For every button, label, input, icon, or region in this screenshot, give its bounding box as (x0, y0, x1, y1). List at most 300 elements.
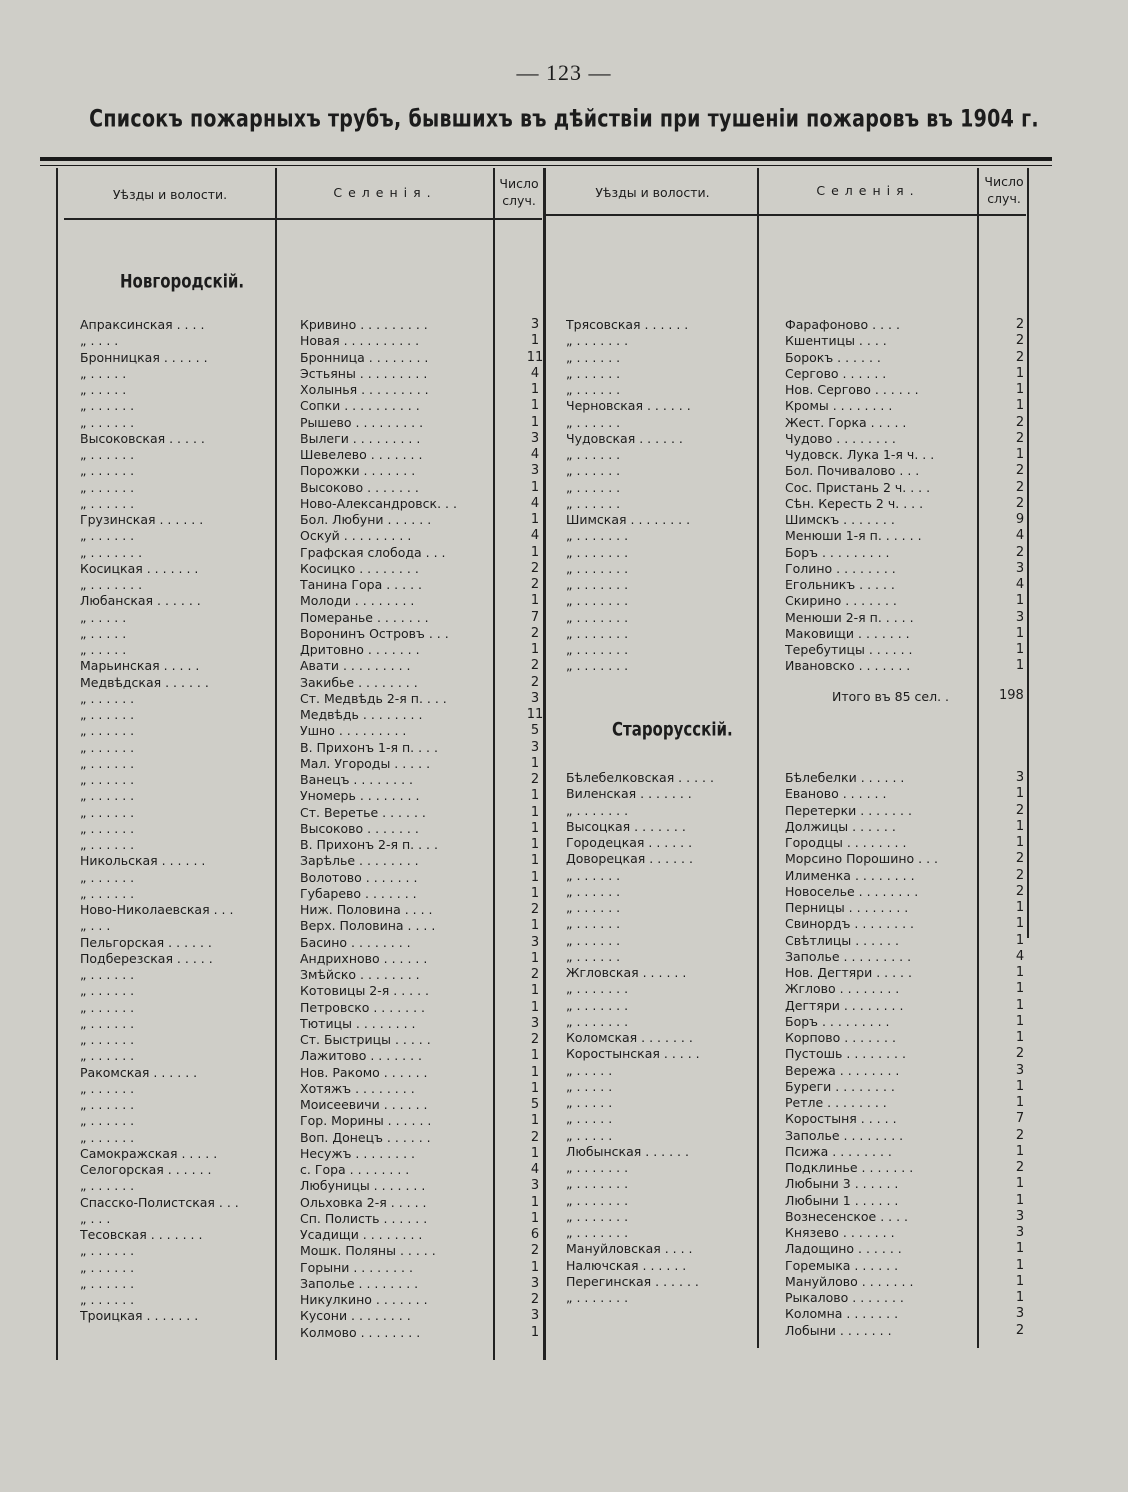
top-rule-thin (40, 165, 1052, 166)
count-cell: 2 (1015, 463, 1025, 479)
volost-cell: „ . . . . . . (80, 885, 135, 901)
village-cell: Ст. Медвѣдь 2-я п. . . . (300, 690, 447, 706)
right-top-village-column (785, 317, 975, 675)
count-cell: 1 (1015, 1257, 1025, 1273)
county-heading-staraya-russa: Старорусскiй. (612, 717, 733, 741)
volost-cell: Трясовская . . . . . . (566, 317, 689, 332)
volost-cell: Ново-Николаевская . . . (80, 902, 234, 917)
village-cell: Бол. Любуни . . . . . . (300, 512, 432, 527)
count-cell: 1 (530, 382, 540, 397)
left-volost-column (80, 317, 272, 1325)
village-cell: Свинордъ . . . . . . . . (785, 916, 915, 932)
village-cell: Петровско . . . . . . . (300, 999, 426, 1015)
village-cell: Эстьяны . . . . . . . . . (300, 365, 428, 381)
volost-cell: „ . . . . . . (566, 900, 621, 915)
count-cell: 4 (530, 495, 540, 511)
count-cell: 1 (1015, 1013, 1025, 1029)
volost-cell: Мануйловская . . . . (566, 1241, 693, 1257)
volost-cell: „ . . . . . . (566, 365, 621, 381)
count-cell: 2 (530, 658, 540, 674)
village-cell: Кусони . . . . . . . . (300, 1308, 411, 1324)
count-cell: 1 (1015, 382, 1025, 397)
village-cell: Сергово . . . . . . (785, 365, 887, 381)
volost-cell: Бронницкая . . . . . . (80, 349, 208, 365)
count-cell: 5 (530, 723, 540, 739)
village-cell: Должицы . . . . . . (785, 818, 896, 834)
volost-cell: „ . . . . . . (80, 820, 135, 836)
village-cell: Высоково . . . . . . . (300, 479, 419, 495)
volost-cell: Грузинская . . . . . . (80, 512, 204, 527)
count-cell: 2 (530, 1243, 540, 1259)
volost-cell: Высоковская . . . . . (80, 430, 205, 446)
village-cell: Воронинъ Островъ . . . (300, 625, 449, 641)
volost-cell: „ . . . . . . . (566, 642, 629, 657)
volost-cell: „ . . . . . . . (566, 1225, 629, 1240)
village-cell: Боръ . . . . . . . . . (785, 1013, 890, 1029)
village-cell: Перницы . . . . . . . . (785, 900, 909, 915)
village-cell: Тютицы . . . . . . . . (300, 1015, 416, 1031)
count-cell: 1 (530, 398, 540, 414)
volost-cell: „ . . . . . . (80, 1259, 135, 1275)
count-cell: 3 (1015, 1225, 1025, 1240)
volost-cell: „ . . . . . . . (80, 577, 143, 592)
column-divider (275, 168, 277, 1360)
count-cell: 1 (530, 512, 540, 527)
volost-cell: „ . . . . . . . (566, 560, 629, 576)
count-cell: 1 (530, 1210, 540, 1226)
header-rule (546, 214, 1026, 216)
village-cell: Дритовно . . . . . . . (300, 642, 420, 657)
village-cell: Рышево . . . . . . . . . (300, 414, 424, 430)
volost-cell: Косицкая . . . . . . . (80, 560, 199, 576)
village-cell: Скирино . . . . . . . (785, 593, 897, 609)
count-cell: 2 (1015, 802, 1025, 818)
count-cell: 2 (1015, 544, 1025, 560)
village-cell: Маковищи . . . . . . . (785, 625, 910, 641)
village-cell: Мануйлово . . . . . . . (785, 1273, 914, 1289)
left-village-column (300, 317, 490, 1341)
count-cell: 1 (530, 755, 540, 771)
village-cell: Новоселье . . . . . . . . (785, 883, 919, 899)
village-cell: Сп. Полисть . . . . . . (300, 1210, 428, 1226)
village-cell: Зарѣлье . . . . . . . . (300, 853, 419, 869)
village-cell: Фарафоново . . . . (785, 317, 900, 332)
volost-cell: „ . . . . . . (80, 804, 135, 820)
count-cell: 2 (1015, 495, 1025, 511)
volost-cell: Высоцкая . . . . . . . (566, 818, 686, 834)
village-cell: Колмово . . . . . . . . (300, 1324, 421, 1340)
top-rule-thick (40, 157, 1052, 161)
count-cell: 1 (1015, 1192, 1025, 1208)
village-cell: Нов. Дегтяри . . . . . (785, 965, 912, 980)
count-cell: 2 (1015, 867, 1025, 883)
volost-cell: Селогорская . . . . . . (80, 1162, 212, 1177)
count-cell: 2 (1015, 1127, 1025, 1143)
village-cell: Ниж. Половина . . . . (300, 902, 433, 917)
volost-cell: „ . . . . . (566, 1111, 613, 1127)
village-cell: Змѣйско . . . . . . . . (300, 967, 420, 982)
volost-cell: „ . . . . . . (80, 463, 135, 479)
header-volost-left: Уѣзды и волости. (112, 187, 228, 202)
count-cell: 1 (530, 853, 540, 869)
count-cell: 2 (1015, 883, 1025, 899)
count-cell: 3 (530, 463, 540, 479)
count-cell: 1 (530, 1259, 540, 1275)
count-cell: 1 (1015, 447, 1025, 462)
village-cell: Вережа . . . . . . . . (785, 1062, 900, 1078)
volost-cell: „ . . . . . . . (80, 544, 143, 560)
volost-cell: „ . . . . . . . (566, 1192, 629, 1208)
village-cell: Мал. Угороды . . . . . (300, 755, 431, 771)
count-cell: 1 (530, 1048, 540, 1064)
column-divider (977, 168, 979, 1348)
volost-cell: Коростынская . . . . . (566, 1046, 700, 1062)
volost-cell: „ . . . . . . (80, 772, 135, 787)
village-cell: Любыни 3 . . . . . . (785, 1176, 899, 1192)
volost-cell: „ . . . . . . (566, 447, 621, 462)
total-value: 198 (999, 688, 1024, 703)
volost-cell: „ . . . . . (566, 1078, 613, 1094)
village-cell: Перетерки . . . . . . . (785, 802, 912, 818)
volost-cell: „ . . . . . . (80, 528, 135, 544)
count-cell: 1 (530, 788, 540, 804)
header-count-line1: Число (499, 176, 539, 191)
volost-cell: „ . . . . . . . (566, 1013, 629, 1029)
volost-cell: „ . . . . . . (80, 398, 135, 414)
volost-cell: „ . . . . . (566, 1062, 613, 1078)
count-cell: 1 (1015, 965, 1025, 980)
village-cell: Лобыни . . . . . . . (785, 1322, 892, 1338)
village-cell: Графская слобода . . . (300, 544, 446, 560)
village-cell: Менюши 1-я п. . . . . . (785, 528, 922, 544)
count-cell: 2 (530, 772, 540, 787)
volost-cell: Перегинская . . . . . . (566, 1273, 699, 1289)
village-cell: Пустошь . . . . . . . . (785, 1046, 906, 1062)
village-cell: Сопки . . . . . . . . . . (300, 398, 420, 414)
volost-cell: „ . . . . . . . (566, 625, 629, 641)
header-village-right: Селенiя. (816, 183, 920, 198)
volost-cell: Апраксинская . . . . (80, 317, 205, 332)
village-cell: Андрихново . . . . . . (300, 950, 428, 966)
village-cell: Шимскъ . . . . . . . (785, 512, 895, 527)
village-cell: В. Прихонъ 1-я п. . . . (300, 739, 438, 755)
village-cell: Бѣлебелки . . . . . . (785, 770, 905, 785)
village-cell: Теребутицы . . . . . . (785, 642, 913, 657)
volost-cell: „ . . . . . . . (566, 544, 629, 560)
count-cell: 4 (530, 365, 540, 381)
count-cell: 2 (1015, 851, 1025, 867)
village-cell: с. Гора . . . . . . . . (300, 1162, 410, 1177)
count-cell: 3 (1015, 609, 1025, 625)
volost-cell: Городецкая . . . . . . (566, 835, 693, 850)
volost-cell: „ . . . . . . . (566, 981, 629, 997)
volost-cell: „ . . . . . . (566, 932, 621, 948)
count-cell: 1 (1015, 398, 1025, 414)
count-cell: 1 (1015, 1143, 1025, 1159)
village-cell: Заполье . . . . . . . . (300, 1275, 419, 1291)
count-cell: 1 (530, 837, 540, 852)
village-cell: Бронница . . . . . . . . (300, 349, 429, 365)
header-count-left (495, 175, 543, 209)
count-cell: 1 (1015, 981, 1025, 997)
count-cell: 1 (1015, 1095, 1025, 1110)
village-cell: Псижа . . . . . . . . (785, 1143, 892, 1159)
count-cell: 1 (530, 1064, 540, 1080)
village-cell: Ольховка 2-я . . . . . (300, 1194, 427, 1210)
count-cell: 2 (530, 967, 540, 982)
village-cell: Котовицы 2-я . . . . . (300, 983, 430, 999)
header-count-line1: Число (984, 174, 1024, 189)
village-cell: Коломна . . . . . . . (785, 1306, 899, 1322)
volost-cell: „ . . . . . (80, 365, 127, 381)
right-bottom-volost-column (566, 770, 756, 1306)
count-cell: 2 (530, 577, 540, 592)
village-cell: Горемыка . . . . . . (785, 1257, 899, 1273)
count-cell: 2 (530, 674, 540, 690)
village-cell: Нов. Ракомо . . . . . . (300, 1064, 428, 1080)
count-cell: 1 (1015, 1078, 1025, 1094)
count-cell: 1 (1015, 900, 1025, 915)
village-cell: Заполье . . . . . . . . . (785, 948, 912, 964)
village-cell: Бол. Почивалово . . . (785, 463, 920, 479)
volost-cell: „ . . . . . (80, 609, 127, 625)
volost-cell: „ . . . . . . (80, 837, 135, 852)
volost-cell: „ . . . . . . (566, 867, 621, 883)
count-cell: 3 (530, 739, 540, 755)
village-cell: Померанье . . . . . . . (300, 609, 429, 625)
count-cell: 3 (1015, 560, 1025, 576)
count-cell: 1 (530, 1194, 540, 1210)
volost-cell: „ . . . . . . (566, 883, 621, 899)
volost-cell: „ . . . . . . (80, 1097, 135, 1112)
count-cell: 2 (530, 1032, 540, 1047)
volost-cell: Бѣлебелковская . . . . . (566, 770, 714, 785)
village-cell: Верх. Половина . . . . (300, 918, 436, 934)
village-cell: Кривино . . . . . . . . . (300, 317, 428, 332)
village-cell: Егольникъ . . . . . (785, 577, 895, 592)
volost-cell: „ . . . (80, 918, 111, 934)
count-cell: 1 (530, 983, 540, 999)
volost-cell: Черновская . . . . . . (566, 398, 691, 414)
count-cell: 3 (530, 690, 540, 706)
count-cell: 7 (530, 609, 540, 625)
volost-cell: Медвѣдская . . . . . . (80, 674, 209, 690)
volost-cell: „ . . . . . . . (566, 1290, 629, 1305)
volost-cell: „ . . . . . . . (566, 658, 629, 674)
column-divider (757, 168, 759, 1348)
volost-cell: Виленская . . . . . . . (566, 786, 692, 802)
count-cell: 1 (1015, 365, 1025, 381)
volost-cell: „ . . . . . (80, 642, 127, 657)
village-cell: Менюши 2-я п. . . . . (785, 609, 914, 625)
count-cell: 3 (1015, 770, 1025, 785)
volost-cell: „ . . . . . . (566, 414, 621, 430)
count-cell: 5 (530, 1097, 540, 1112)
village-cell: Сѣн. Кересть 2 ч. . . . (785, 495, 924, 511)
village-cell: Дегтяри . . . . . . . . (785, 997, 904, 1013)
village-cell: Косицко . . . . . . . . (300, 560, 419, 576)
volost-cell: „ . . . . . . . (566, 1176, 629, 1192)
village-cell: Заполье . . . . . . . . (785, 1127, 904, 1143)
volost-cell: Пельгорская . . . . . . (80, 934, 212, 950)
village-cell: Губарево . . . . . . . (300, 885, 417, 901)
volost-cell: „ . . . . . . . (566, 593, 629, 609)
volost-cell: „ . . . . . . (80, 869, 135, 885)
count-cell: 2 (1015, 1046, 1025, 1062)
right-bottom-count-column (1000, 770, 1040, 1339)
village-cell: Кромы . . . . . . . . (785, 398, 893, 414)
volost-cell: Самокражская . . . . . (80, 1145, 218, 1161)
volost-cell: „ . . . . . . (80, 1178, 135, 1194)
count-cell: 1 (1015, 642, 1025, 657)
count-cell: 2 (530, 902, 540, 917)
volost-cell: Тесовская . . . . . . . (80, 1227, 203, 1242)
village-cell: Воп. Донецъ . . . . . . (300, 1129, 431, 1145)
volost-cell: „ . . . . . . . (566, 609, 629, 625)
village-cell: Порожки . . . . . . . (300, 463, 416, 479)
village-cell: Ст. Быстрицы . . . . . (300, 1032, 431, 1047)
village-cell: Мошк. Поляны . . . . . (300, 1243, 436, 1259)
count-cell: 3 (530, 1308, 540, 1324)
village-cell: Вознесенское . . . . (785, 1208, 909, 1224)
village-cell: Авати . . . . . . . . . (300, 658, 411, 674)
right-top-count-column (1000, 317, 1040, 675)
village-cell: Коростыня . . . . . (785, 1111, 897, 1127)
village-cell: Лажитово . . . . . . . (300, 1048, 423, 1064)
village-cell: Холынья . . . . . . . . . (300, 382, 429, 397)
volost-cell: „ . . . . . (566, 1127, 613, 1143)
volost-cell: „ . . . . . . (80, 1292, 135, 1307)
village-cell: Несужъ . . . . . . . . (300, 1145, 416, 1161)
village-cell: Вылеги . . . . . . . . . (300, 430, 421, 446)
village-cell: Высоково . . . . . . . (300, 820, 419, 836)
volost-cell: Любанская . . . . . . (80, 593, 201, 609)
volost-cell: „ . . . . . (80, 382, 127, 397)
village-cell: Шевелево . . . . . . . (300, 447, 423, 462)
volost-cell: „ . . . . . . (80, 1113, 135, 1129)
count-cell: 3 (530, 1275, 540, 1291)
village-cell: Илименка . . . . . . . . (785, 867, 915, 883)
count-cell: 1 (530, 885, 540, 901)
count-cell: 4 (1015, 948, 1025, 964)
volost-cell: „ . . . . . . . (566, 1160, 629, 1175)
count-cell: 1 (1015, 786, 1025, 802)
volost-cell: „ . . . . . . (80, 967, 135, 982)
count-cell: 1 (1015, 1030, 1025, 1045)
count-cell: 1 (1015, 1241, 1025, 1257)
village-cell: Любыни 1 . . . . . . (785, 1192, 899, 1208)
volost-cell: „ . . . (80, 1210, 111, 1226)
village-cell: Нов. Сергово . . . . . . (785, 382, 919, 397)
volost-cell: Спасско-Полистская . . . (80, 1194, 239, 1210)
count-cell: 1 (530, 333, 540, 349)
volost-cell: „ . . . . . . . (566, 1208, 629, 1224)
volost-cell: „ . . . . . . (80, 690, 135, 706)
village-cell: Гор. Морины . . . . . . (300, 1113, 432, 1129)
count-cell: 1 (530, 999, 540, 1015)
table-border-left (56, 168, 58, 1360)
header-volost-right: Уѣзды и волости. (595, 185, 710, 200)
count-cell: 3 (530, 934, 540, 950)
volost-cell: Налючская . . . . . . (566, 1257, 687, 1273)
village-cell: Ванецъ . . . . . . . . (300, 772, 414, 787)
count-cell: 1 (530, 1324, 540, 1340)
count-cell: 1 (1015, 625, 1025, 641)
volost-cell: „ . . . . . . (566, 495, 621, 511)
village-cell: Оскуй . . . . . . . . . (300, 528, 412, 544)
count-cell: 2 (530, 625, 540, 641)
village-cell: Князево . . . . . . . (785, 1225, 895, 1240)
total-label: Итого въ 85 сел. . (832, 689, 949, 704)
village-cell: Любуницы . . . . . . . (300, 1178, 426, 1194)
count-cell: 1 (530, 950, 540, 966)
right-bottom-village-column (785, 770, 975, 1339)
volost-cell: „ . . . . . . (80, 999, 135, 1015)
volost-cell: „ . . . . . . (80, 788, 135, 804)
village-cell: Городцы . . . . . . . . (785, 835, 907, 850)
volost-cell: „ . . . . . . (80, 1032, 135, 1047)
count-cell: 4 (1015, 528, 1025, 544)
volost-cell: „ . . . . . (80, 625, 127, 641)
volost-cell: Марьинская . . . . . (80, 658, 200, 674)
right-top-volost-column (566, 317, 756, 675)
header-village-left: Селенiя. (333, 185, 437, 200)
count-cell: 3 (1015, 1062, 1025, 1078)
count-cell: 1 (1015, 932, 1025, 948)
count-cell: 4 (1015, 577, 1025, 592)
village-cell: Морсино Порошино . . . (785, 851, 939, 867)
count-cell: 1 (530, 593, 540, 609)
volost-cell: Чудовская . . . . . . (566, 430, 683, 446)
village-cell: Еваново . . . . . . (785, 786, 887, 802)
count-cell: 11 (526, 707, 544, 722)
village-cell: Буреги . . . . . . . . (785, 1078, 895, 1094)
count-cell: 2 (1015, 349, 1025, 365)
count-cell: 9 (1015, 512, 1025, 527)
village-cell: Боръ . . . . . . . . . (785, 544, 890, 560)
count-cell: 1 (1015, 1176, 1025, 1192)
village-cell: Рыкалово . . . . . . . (785, 1290, 904, 1305)
volost-cell: Подберезская . . . . . (80, 950, 213, 966)
village-cell: Свѣтлицы . . . . . . (785, 932, 899, 948)
volost-cell: Коломская . . . . . . . (566, 1030, 693, 1045)
count-cell: 1 (530, 1080, 540, 1096)
count-cell: 3 (530, 1015, 540, 1031)
volost-cell: Любынская . . . . . . (566, 1143, 689, 1159)
count-cell: 2 (1015, 1322, 1025, 1338)
village-cell: Сос. Пристань 2 ч. . . . (785, 479, 931, 495)
volost-cell: „ . . . . . . . (566, 802, 629, 818)
volost-cell: Ракомская . . . . . . (80, 1064, 198, 1080)
volost-cell: Никольская . . . . . . (80, 853, 206, 869)
village-cell: Ново-Александровск. . . (300, 495, 457, 511)
volost-cell: „ . . . . . . (80, 1048, 135, 1064)
village-cell: Жглово . . . . . . . . (785, 981, 900, 997)
village-cell: Волотово . . . . . . . (300, 869, 418, 885)
count-cell: 1 (530, 918, 540, 934)
volost-cell: Доворецкая . . . . . . (566, 851, 693, 867)
volost-cell: „ . . . . . . (80, 495, 135, 511)
volost-cell: „ . . . . . . (80, 1275, 135, 1291)
count-cell: 4 (530, 447, 540, 462)
volost-cell: „ . . . . . . (80, 755, 135, 771)
volost-cell: Троицкая . . . . . . . (80, 1308, 199, 1324)
village-cell: Голино . . . . . . . . (785, 560, 896, 576)
volost-cell: Шимская . . . . . . . . (566, 512, 691, 527)
count-cell: 3 (530, 430, 540, 446)
village-cell: Жест. Горка . . . . . (785, 414, 907, 430)
volost-cell: „ . . . . . . (566, 349, 621, 365)
